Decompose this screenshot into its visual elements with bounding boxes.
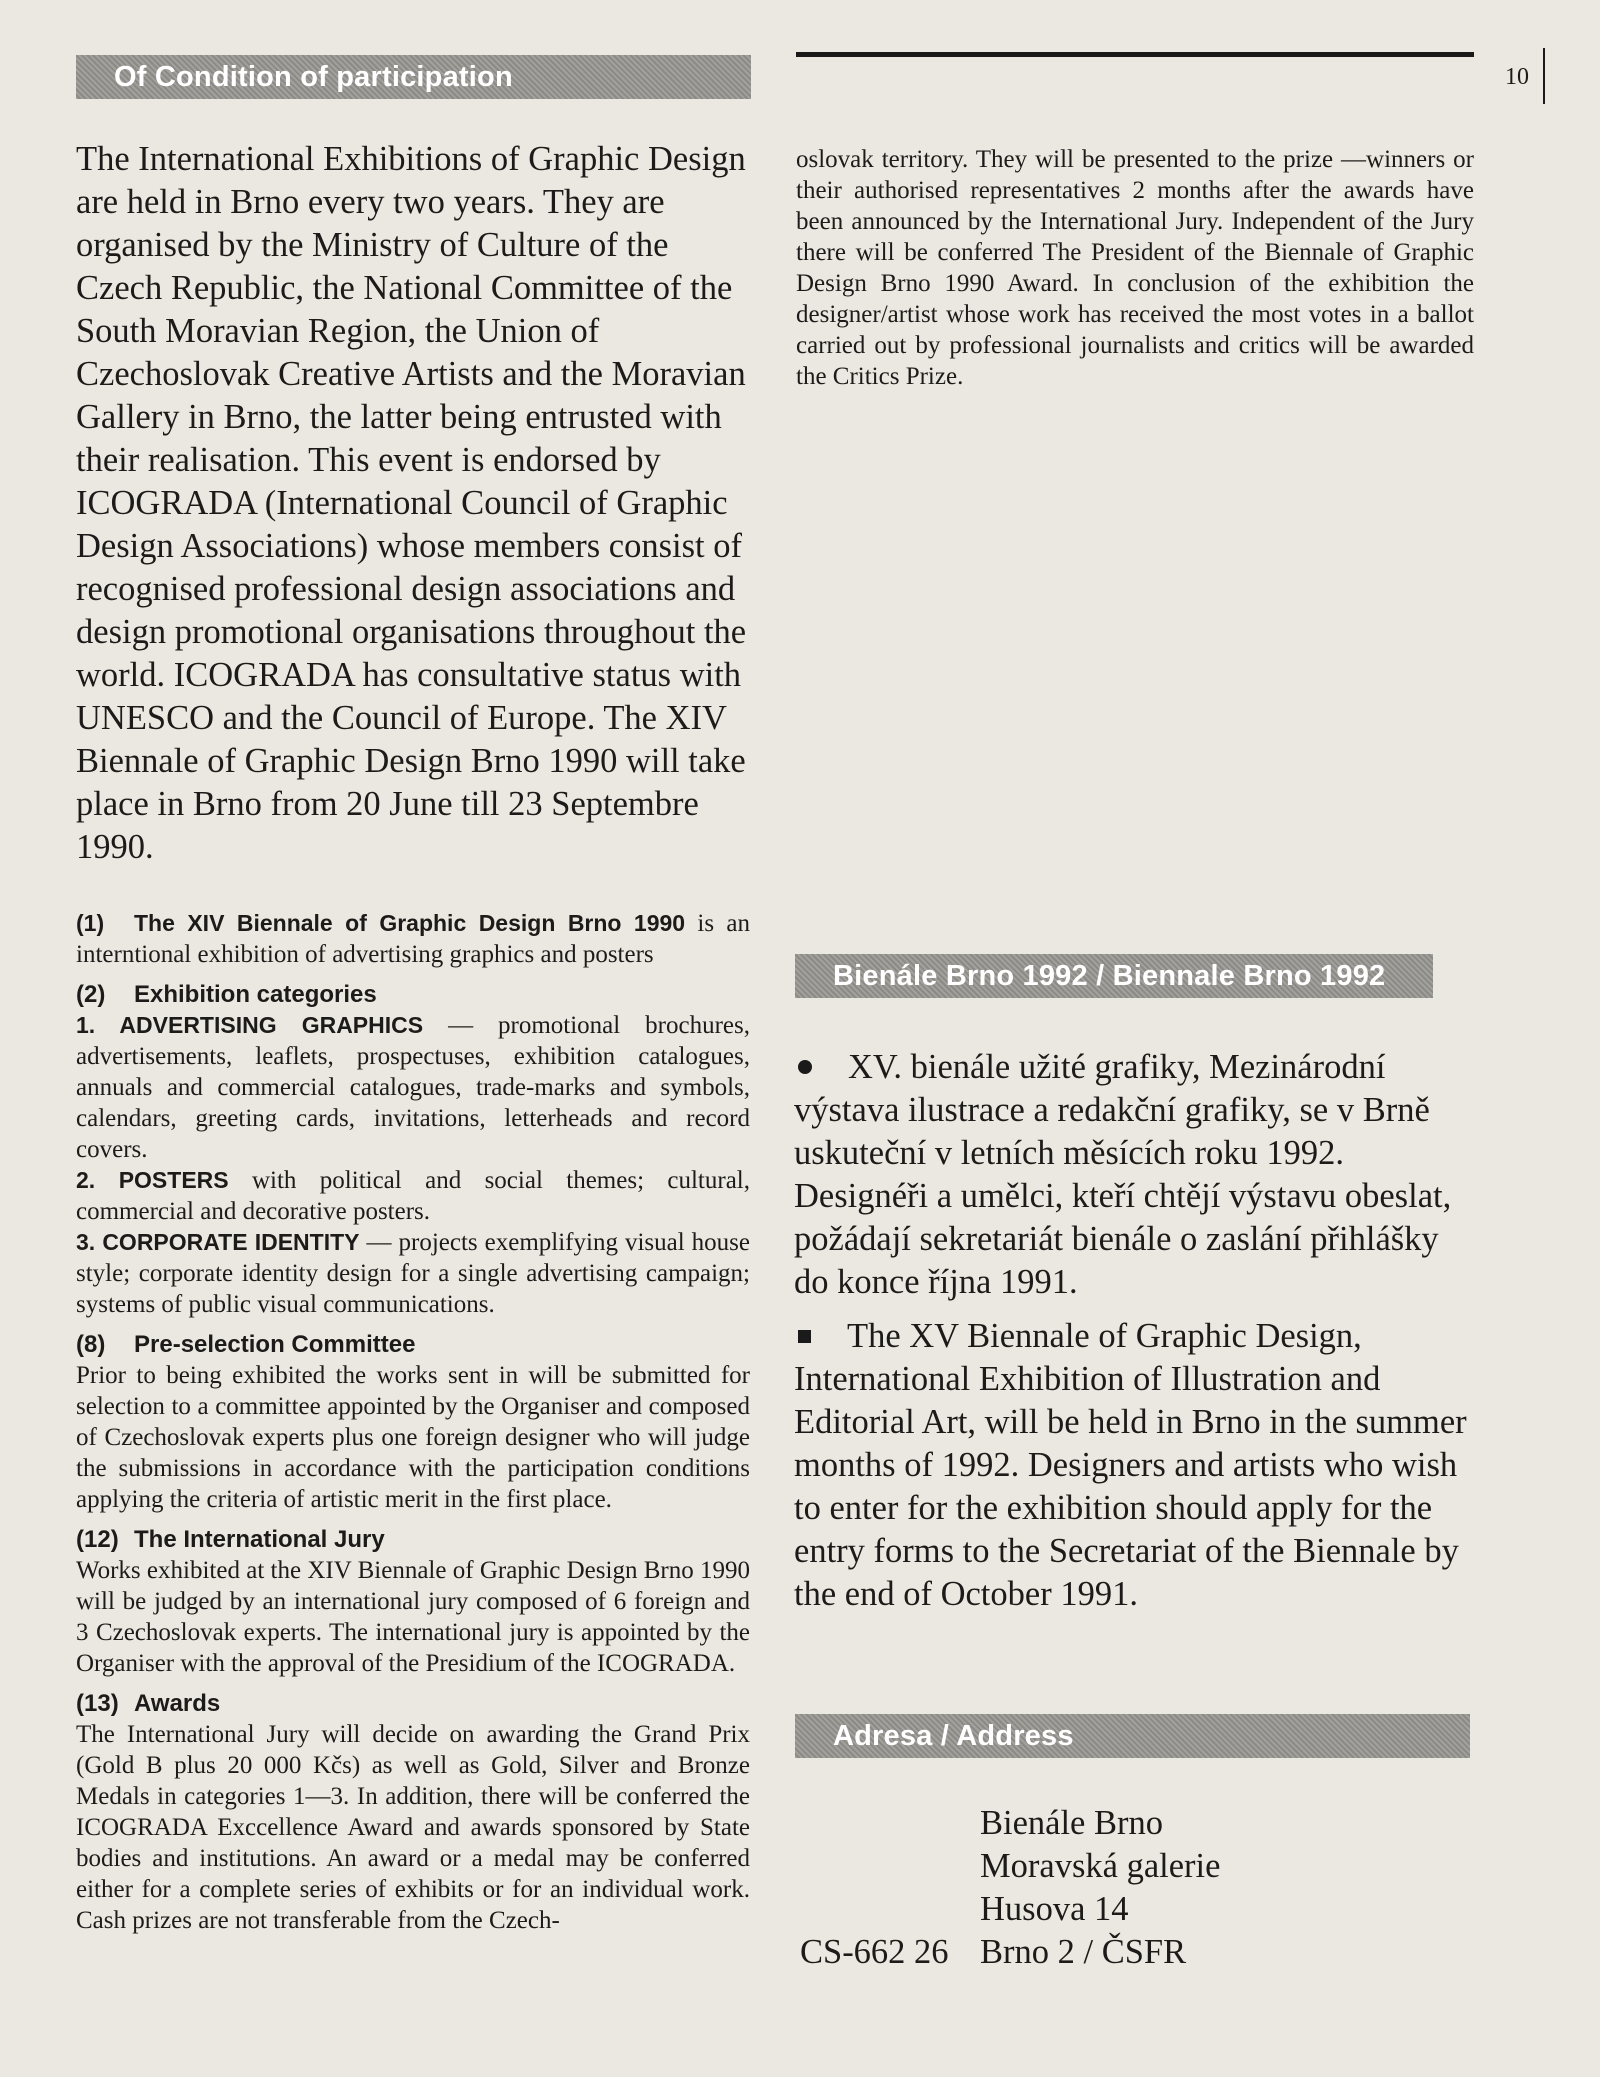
- biennale-czech-text: XV. bienále užité grafiky, Mezinárodní výstava ilustrace a redakční grafiky, se v Brně uskuteční v letních měsících roku 1992. Designéři a umělci, kteří chtějí výstavu obeslat, požádají sekretariát bienále o zaslání přihlášky do konce října 1991.: [794, 1048, 1452, 1301]
- section-2: [76, 980, 750, 1320]
- section-12: [76, 1525, 750, 1679]
- section-8-title: Pre-selection Committee: [134, 1331, 416, 1358]
- intro-paragraph: The International Exhibitions of Graphic Design are held in Brno every two years. They are organised by the Ministry of Culture of the Czech Republic, the National Committee of the South Moravian Region, the Union of Czechoslovak Creative Artists and the Moravian Gallery in Brno, the latter being entrusted with their realisation. This event is endorsed by ICOGRADA (International Council of Graphic Design Associations) whose members consist of recognised professional design associations and design promotional organisations throughout the world. ICOGRADA has consultative status with UNESCO and the Council of Europe. The XIV Biennale of Graphic Design Brno 1990 will take place in Brno from 20 June till 23 Septembre 1990.: [76, 140, 747, 866]
- address-block: [800, 1802, 1220, 1974]
- section-13-heading: [76, 1689, 750, 1719]
- address-line-1: Bienále Brno: [980, 1804, 1163, 1842]
- square-bullet-icon: [798, 1330, 811, 1343]
- section-1-text: is an interntional exhibition of advertising graphics and posters: [76, 910, 750, 968]
- section-8: [76, 1330, 750, 1515]
- category-2-heading: 2. POSTERS: [76, 1167, 229, 1193]
- category-3-heading: 3. CORPORATE IDENTITY: [76, 1229, 360, 1255]
- page-number-rule: [1543, 48, 1545, 104]
- biennale-english-text: The XV Biennale of Graphic Design, International Exhibition of Illustration and Editorial Art, will be held in Brno in the summer months of 1992. Designers and artists who wish to enter for the exhibition should apply for the entry forms to the Secretariat of the Biennale by the end of October 1991.: [794, 1317, 1467, 1613]
- section-13: [76, 1689, 750, 1936]
- biennale-czech-paragraph: [794, 1046, 1476, 1304]
- category-1-heading: 1. ADVERTISING GRAPHICS: [76, 1012, 424, 1038]
- awards-continuation: oslovak territory. They will be presented to the prize —winners or their authorised representatives 2 months after the awards have been announced by the International Jury. Independent of the Jury there will be conferred The President of the Biennale of Graphic Design Brno 1990 Award. In conclusion of the exhibition the designer/artist whose work has received the most votes in a ballot carried out by professional journalists and critics will be awarded the Critics Prize.: [796, 146, 1474, 390]
- address-line-3: Husova 14: [980, 1890, 1129, 1928]
- section-12-number: (12): [76, 1526, 119, 1553]
- round-bullet-icon: [798, 1060, 812, 1074]
- section-13-text: The International Jury will decide on awarding the Grand Prix (Gold B plus 20 000 Kčs) as well as Gold, Silver and Bronze Medals in categories 1—3. In addition, there will be conferred the ICOGRADA Exccellence Award and awards sponsored by State bodies and institutions. An award or a medal may be conferred either for a complete series of exhibits or for an individual work. Cash prizes are not transferable from the Czech-: [76, 1721, 750, 1934]
- section-8-text: Prior to being exhibited the works sent in will be submitted for selection to a committee appointed by the Organiser and composed of Czechoslovak experts plus one foreign designer who will judge the submissions in accordance with the participation conditions applying the criteria of artistic merit in the first place.: [76, 1362, 750, 1513]
- conditions-column: [76, 908, 750, 1946]
- section-12-heading: [76, 1525, 750, 1555]
- section-heading-address: Adresa / Address: [795, 1714, 1470, 1758]
- section-1-heading: [76, 910, 685, 936]
- section-13-title: Awards: [134, 1690, 221, 1717]
- address-line-2: Moravská galerie: [980, 1847, 1221, 1885]
- section-heading-conditions: Of Condition of participation: [76, 55, 751, 99]
- category-1-text: — promotional brochures, advertisements, leaflets, prospectuses, exhibition catalogues, annuals and commercial catalogues, trade-marks and symbols, calendars, greeting cards, invitations, letterheads and record covers.: [76, 1012, 750, 1163]
- section-1: [76, 908, 750, 970]
- page-number: 10: [1505, 64, 1529, 90]
- section-2-title: Exhibition categories: [134, 981, 377, 1008]
- category-3-text: — projects exemplifying visual house style; corporate identity design for a single advertising campaign; systems of public visual communications.: [76, 1229, 750, 1318]
- address-line-4: Brno 2 / ČSFR: [980, 1933, 1187, 1971]
- section-13-number: (13): [76, 1690, 119, 1717]
- section-1-number: (1): [76, 910, 105, 936]
- section-2-number: (2): [76, 981, 106, 1008]
- section-1-bold: The XIV Biennale of Graphic Design Brno 1990: [134, 910, 686, 936]
- section-2-heading: [76, 980, 750, 1010]
- category-2-text: with political and social themes; cultural, commercial and decorative posters.: [76, 1167, 750, 1225]
- section-8-number: (8): [76, 1331, 106, 1358]
- address-postcode: CS-662 26: [800, 1933, 949, 1971]
- section-12-title: The International Jury: [134, 1526, 385, 1553]
- section-8-heading: [76, 1330, 750, 1360]
- section-12-text: Works exhibited at the XIV Biennale of Graphic Design Brno 1990 will be judged by an international jury composed of 6 foreign and 3 Czechoslovak experts. The international jury is appointed by the Organiser with the approval of the Presidium of the ICOGRADA.: [76, 1557, 750, 1677]
- top-rule: [796, 52, 1474, 57]
- biennale-english-paragraph: [794, 1315, 1476, 1616]
- section-heading-biennale: Bienále Brno 1992 / Biennale Brno 1992: [795, 954, 1433, 998]
